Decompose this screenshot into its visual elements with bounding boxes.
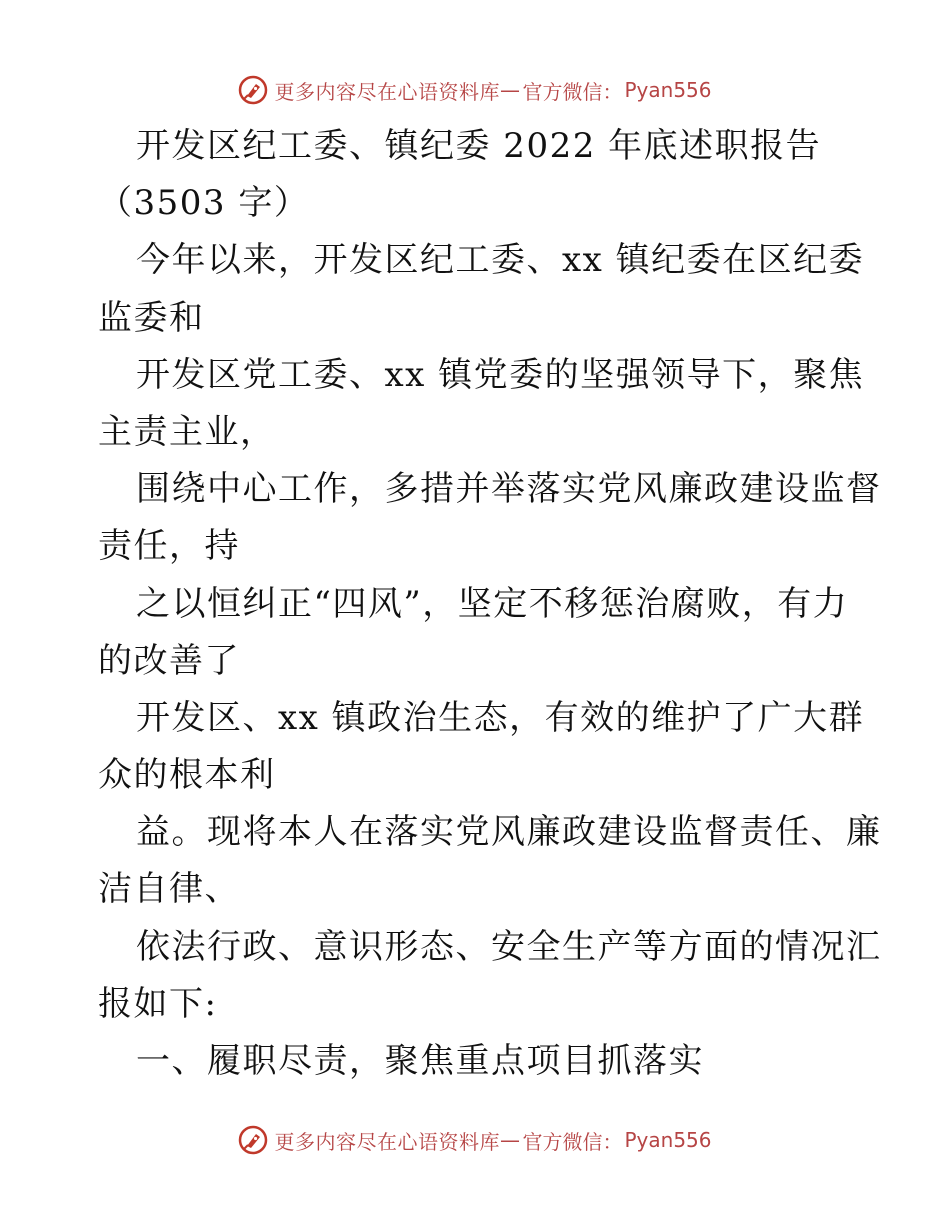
paragraph-line: 的改善了 (98, 640, 240, 681)
paragraph-line: 开发区、xx 镇政治生态，有效的维护了广大群 (136, 697, 865, 738)
document-body (98, 118, 882, 1090)
document-title: 开发区纪工委、镇纪委 2022 年底述职报告 (136, 126, 822, 166)
pen-nib-logo-icon (238, 1125, 268, 1155)
watermark-dash: — (499, 1128, 521, 1152)
watermark-wechat-label: 官方微信： (522, 79, 623, 104)
paragraph-line: 开发区党工委、xx 镇党委的坚强领导下，聚焦 (136, 354, 865, 395)
paragraph-line: 报如下: (98, 983, 218, 1024)
paragraph-line: 之以恒纠正“四风”，坚定不移惩治腐败，有力 (136, 583, 849, 624)
paragraph-line: 监委和 (98, 297, 205, 338)
paragraph-line: 洁自律、 (98, 869, 240, 910)
watermark-wechat-id: Pyan556 (624, 1128, 712, 1152)
paragraph-line: 围绕中心工作，多措并举落实党风廉政建设监督 (136, 469, 882, 510)
footer-watermark (0, 1120, 950, 1160)
paragraph-line: 今年以来，开发区纪工委、xx 镇纪委在区纪委 (136, 240, 865, 281)
watermark-dash: — (499, 78, 521, 102)
document-subtitle: （3503 字） (98, 183, 310, 224)
header-watermark (0, 70, 950, 110)
watermark-wechat-label: 官方微信： (522, 1129, 623, 1154)
paragraph-line: 益。现将本人在落实党风廉政建设监督责任、廉 (136, 812, 882, 853)
paragraph-line: 责任，持 (98, 526, 240, 567)
section-heading: 一、履职尽责，聚焦重点项目抓落实 (136, 1041, 704, 1081)
pen-nib-logo-icon (238, 75, 268, 105)
watermark-wechat-id: Pyan556 (624, 78, 712, 102)
paragraph-line: 众的根本利 (98, 755, 276, 796)
paragraph-line: 依法行政、意识形态、安全生产等方面的情况汇 (136, 926, 882, 967)
paragraph-line: 主责主业， (98, 411, 276, 452)
watermark-text: 更多内容尽在心语资料库 (274, 1129, 500, 1154)
watermark-text: 更多内容尽在心语资料库 (274, 79, 500, 104)
